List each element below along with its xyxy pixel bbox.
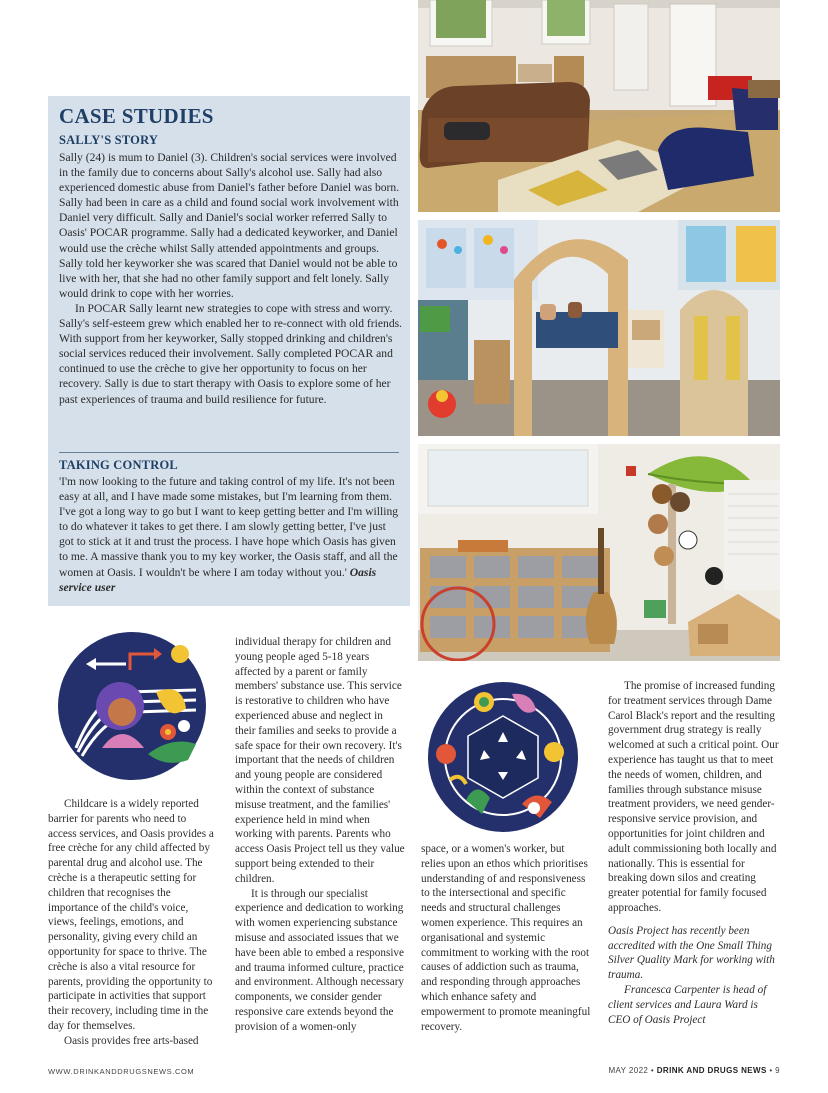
footer-website: WWW.DRINKANDDRUGSNEWS.COM: [48, 1067, 195, 1076]
column-1: [48, 797, 216, 1049]
column-2-paragraph-1: individual therapy for children and young people aged 5-18 years affected by a parent or family members' substance use. This service is restorative to children who have experienced abuse and neglect in their families and seeks to provide a safe space for their own recovery. It's important that the needs of children and young people are considered within the context of substance misuse treatment, and the families' experience held in mind when working with parents. Parents who access Oasis Project tell us they value support being extended to their children.: [235, 636, 405, 885]
footer-date: MAY 2022: [608, 1066, 649, 1075]
column-1-paragraph-2: Oasis provides free arts-based: [64, 1034, 199, 1047]
column-3: [421, 842, 591, 1034]
quote-attribution: Oasis service user: [59, 565, 377, 594]
footer-bullet-1: •: [650, 1066, 655, 1075]
taking-control-heading: TAKING CONTROL: [59, 458, 178, 472]
lounge-room-illustration: [418, 0, 780, 212]
footer-page-number: 9: [775, 1066, 780, 1075]
photo-play-room: [418, 220, 780, 436]
toy-shelves-illustration: [418, 444, 780, 661]
column-4-paragraph-1: The promise of increased funding for treatment services through Dame Carol Black's report and the resulting government drug strategy is really welcomed at such a critical point. Our experience has taught us that to meet the needs of women, children, and families through substance misuse treatment providers, we need gender-responsive service provision, and opportunities for joint children and adult commissioning both locally and nationally. This is essential for breaking down silos and creating greater potential for family focused approaches.: [608, 680, 779, 914]
column-2: [235, 635, 405, 1035]
column-3-paragraph-1: space, or a women's worker, but relies upon an ethos which prioritises understanding of and responsiveness to the intersectional and specific needs and structural challenges women experience. This requires an organisational and systemic commitment to working with the root causes of addiction such as trauma, and responding through approaches which enhance safety and empowerment to promote meaningful recovery.: [421, 843, 591, 1033]
footer-publication: DRINK AND DRUGS NEWS: [656, 1066, 767, 1075]
column-4-paragraph-2: Oasis Project has recently been accredited with the One Small Thing Silver Quality Mark for working with trauma.: [608, 924, 775, 982]
column-2-paragraph-2: It is through our specialist experience and dedication to working with women experiencing substance misuse and associated issues that we have been able to embed a responsive and trauma informed culture, practice and environment. Although necessary components, we consider gender responsive care extends beyond the provision of a women-only: [235, 887, 405, 1033]
photo-toy-shelves: [418, 444, 780, 661]
sallys-story-paragraph-2: In POCAR Sally learnt new strategies to cope with stress and worry. Sally's self-esteem grew which enabled her to re-connect with old friends. With support from her keyworker, Sally stopped drinking and children's social services reduced their involvement. Sally completed POCAR and continued to use the crèche to give her opportunity to focus on her recovery. Sally is due to start therapy with Oasis to explore some of her past experiences of trauma and build resilience for future.: [59, 301, 403, 406]
column-1-paragraph-1: Childcare is a widely reported barrier for parents who need to access services, and Oasis provides a free crèche for any child affected by parental drug and alcohol use. The crèche is a therapeutic setting for children that recognises the importance of the child's voice, views, feelings, emotions, and personality, giving every child an opportunity for space to thrive. The crèche is also a vital resource for parents, providing the opportunity to participate in activities that support their recovery, including time in the day for themselves.: [48, 798, 214, 1032]
case-studies-title: CASE STUDIES: [59, 104, 214, 128]
sallys-story-paragraph-1: Sally (24) is mum to Daniel (3). Children's social services were involved in the family due to concerns about Sally's alcohol use. Sally had also experienced domestic abuse from Daniel's father before Daniel was born. Sally had been in care as a child and found social work involvement with Daniel very difficult. Sally and Daniel's social worker referred Sally to Oasis' POCAR programme. Sally had a dedicated keyworker, and Daniel would use the crèche whilst Sally attended appointments and groups. Sally told her keyworker she was scared that Daniel would not be able to live with her, that she had no other family support and felt lonely. Sally would drink to cope with her worries.: [59, 151, 400, 300]
case-divider: [59, 452, 399, 453]
sallys-story-heading: SALLY'S STORY: [59, 133, 159, 147]
column-4-paragraph-3: Francesca Carpenter is head of client services and Laura Ward is CEO of Oasis Project: [608, 983, 767, 1026]
column-4: [608, 679, 780, 1027]
sallys-story-text: [59, 150, 403, 407]
photo-lounge-room: [418, 0, 780, 212]
community-circle-badge-icon: [426, 680, 580, 834]
taking-control-text: [59, 474, 403, 595]
case-studies-box: [48, 96, 410, 606]
footer-bullet-2: •: [769, 1066, 773, 1075]
play-room-illustration: [418, 220, 780, 436]
footer-page-info: [608, 1066, 780, 1075]
family-growth-badge-icon: [56, 628, 208, 784]
taking-control-quote: 'I'm now looking to the future and taking control of my life. It's not been easy at all, and I have made some mistakes, but I'm learning from them. I've got a long way to go but I want to keep getting better and I'm willing to do whatever it takes to get there. I am slowly getting better, I've just got to stick at it and trust the process. I have hope which Oasis has given to me. A massive thank you to my key worker, the Oasis staff, and all the women at Oasis. I wouldn't be where I am today without you.' Oasis service user: [59, 475, 399, 594]
